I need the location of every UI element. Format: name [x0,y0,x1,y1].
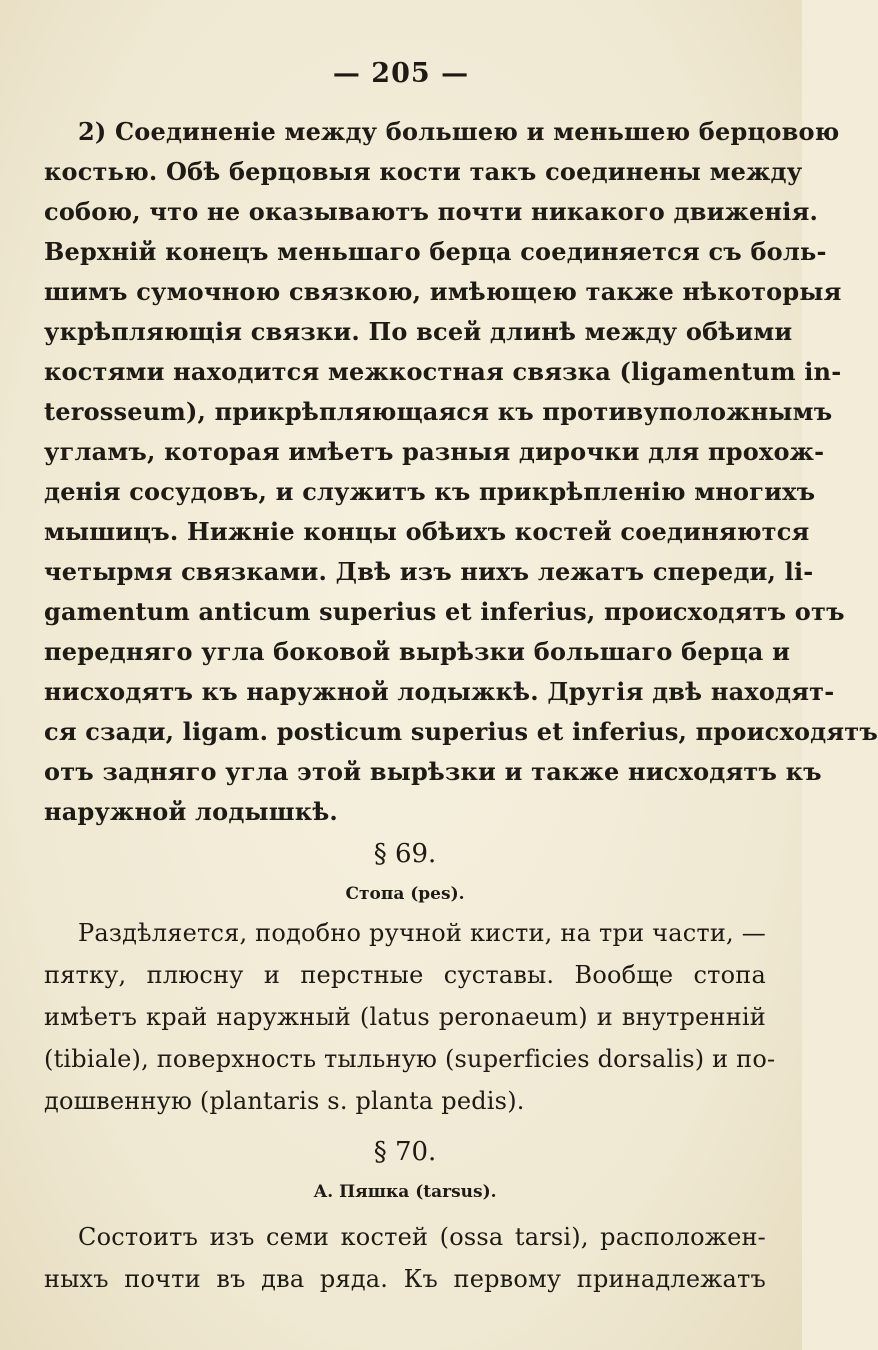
text-line: денія сосудовъ, и служитъ къ прикрѣпленію многихъ [44,477,816,506]
text-line: Верхній конецъ меньшаго берца соединяется съ боль- [44,237,827,266]
text-line: четырмя связками. Двѣ изъ нихъ лежатъ спереди, li- [44,557,814,586]
text-line: передняго угла боковой вырѣзки большаго берца и [44,637,791,666]
paragraph-tibiofibular-joint [44,112,878,832]
text-line: ныхъ почти въ два ряда. Къ первому принадлежатъ [44,1265,766,1293]
text-line: отъ задняго угла этой вырѣзки и также нисходятъ къ [44,757,822,786]
text-line: gamentum anticum superius et inferius, происходятъ отъ [44,597,845,626]
text-line: 2) Соединеніе между большею и меньшею берцовою [78,117,840,146]
text-line: имѣетъ край наружный (latus peronaeum) и внутренній [44,1003,766,1031]
text-line: угламъ, которая имѣетъ разныя дирочки для прохож- [44,437,825,466]
text-line: Раздѣляется, подобно ручной кисти, на три части, — [78,919,766,947]
text-line: ся сзади, ligam. posticum superius et inferius, происходятъ [44,717,878,746]
text-line: пятку, плюсну и перстные суставы. Вообще стопа [44,961,766,989]
text-line: укрѣпляющія связки. По всей длинѣ между обѣими [44,317,793,346]
section-69 [44,832,776,1122]
text-line: наружной лодышкѣ. [44,797,338,826]
page-text [44,112,878,1300]
text-line: костью. Обѣ берцовыя кости такъ соединены между [44,157,803,186]
text-line: Состоитъ изъ семи костей (ossa tarsi), расположен- [78,1223,766,1251]
page-number: — 205 — [332,58,470,89]
text-line: мышицъ. Нижніе концы обѣихъ костей соединяются [44,517,810,546]
text-line: собою, что не оказываютъ почти никакого движенія. [44,197,819,226]
text-line: шимъ сумочною связкою, имѣющею также нѣкоторыя [44,277,842,306]
text-line: (tibiale), поверхность тыльную (superficies dorsalis) и по- [44,1045,776,1073]
text-line: дошвенную (plantaris s. planta pedis). [44,1087,525,1115]
text-line: костями находится межкостная связка (ligamentum in- [44,357,842,386]
text-line: нисходятъ къ наружной лодыжкѣ. Другія двѣ находят- [44,677,835,706]
section-title: А. Пяшка (tarsus). [313,1182,497,1202]
section-70 [44,1130,766,1300]
text-line: terosseum), прикрѣпляющаяся къ противуположнымъ [44,397,833,426]
section-number: § 70. [373,1137,437,1167]
section-title: Стопа (pes). [345,884,465,904]
section-number: § 69. [373,839,437,869]
